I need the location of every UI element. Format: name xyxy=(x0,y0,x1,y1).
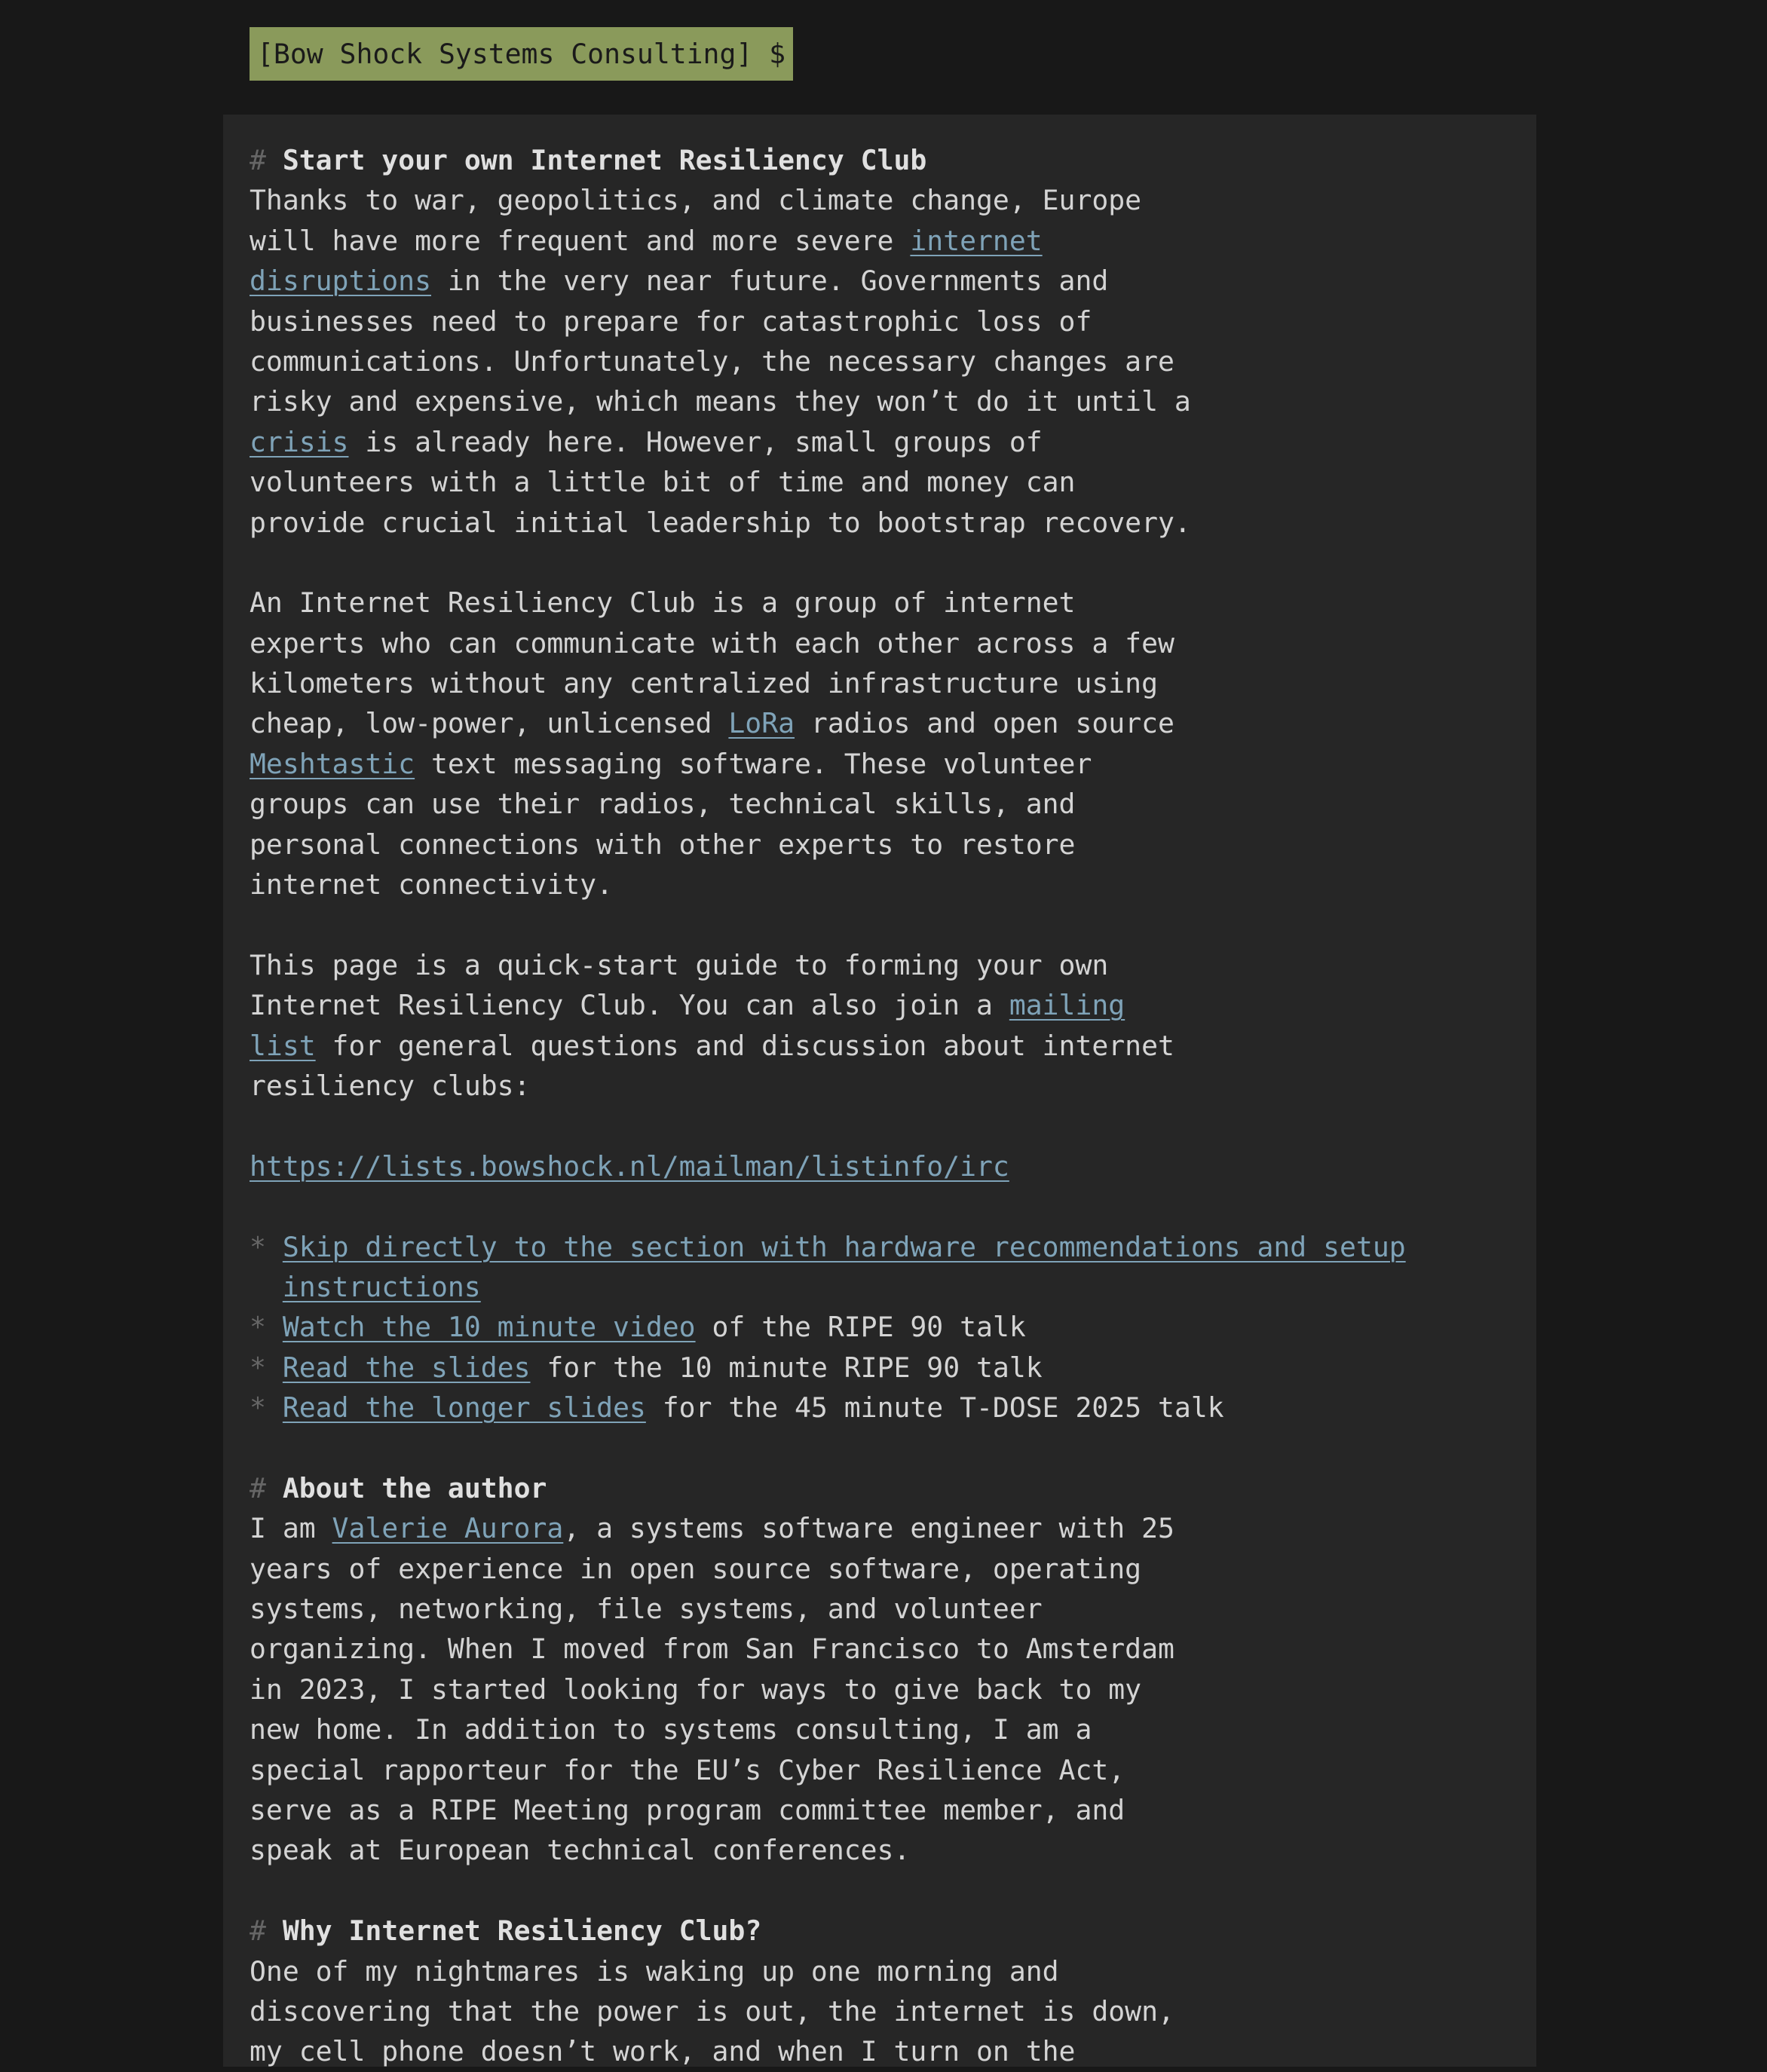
site-header-prompt[interactable] xyxy=(250,27,793,81)
paragraph-line xyxy=(250,1146,1524,1186)
paragraph-line: years of experience in open source software, operating xyxy=(250,1552,1142,1585)
heading-hash: # xyxy=(250,1471,266,1504)
list-item-continuation xyxy=(250,1267,1524,1307)
internet-disruptions-link[interactable]: disruptions xyxy=(250,265,431,298)
paragraph-line xyxy=(250,221,1524,261)
heading-text: About the author xyxy=(282,1471,547,1504)
text-span: is already here. However, small groups of xyxy=(348,425,1043,458)
paragraph-line: resiliency clubs: xyxy=(250,1069,531,1102)
paragraph-line: Thanks to war, geopolitics, and climate change, Europe xyxy=(250,184,1142,217)
meshtastic-link[interactable]: Meshtastic xyxy=(250,747,415,780)
paragraph-line: provide crucial initial leadership to bootstrap recovery. xyxy=(250,506,1191,539)
heading-text: Why Internet Resiliency Club? xyxy=(282,1914,762,1948)
paragraph-line: special rapporteur for the EU’s Cyber Resilience Act, xyxy=(250,1753,1125,1786)
paragraph-line: personal connections with other experts to restore xyxy=(250,828,1076,861)
text-span: for general questions and discussion about internet xyxy=(315,1029,1174,1062)
bullet-star: * xyxy=(250,1351,266,1384)
paragraph-line: risky and expensive, which means they won’t do it until a xyxy=(250,385,1191,418)
paragraph-line: businesses need to prepare for catastrophic loss of xyxy=(250,305,1092,338)
lora-link[interactable]: LoRa xyxy=(728,707,795,740)
text-span: will have more frequent and more severe xyxy=(250,224,911,257)
paragraph-line: communications. Unfortunately, the necessary changes are xyxy=(250,344,1174,378)
paragraph-line xyxy=(250,422,1524,462)
paragraph-line: organizing. When I moved from San Francisco to Amsterdam xyxy=(250,1633,1174,1666)
crisis-link[interactable]: crisis xyxy=(250,425,349,458)
paragraph-line xyxy=(250,703,1524,743)
site-title[interactable]: [Bow Shock Systems Consulting] $ xyxy=(257,37,786,70)
spacer xyxy=(250,904,1524,944)
hardware-section-link[interactable]: Skip directly to the section with hardware recommendations and setup xyxy=(282,1230,1406,1263)
paragraph-line xyxy=(250,1026,1524,1066)
bullet-star: * xyxy=(250,1230,266,1263)
internet-disruptions-link[interactable]: internet xyxy=(910,224,1043,257)
text-span: radios and open source xyxy=(795,707,1174,740)
paragraph-line: groups can use their radios, technical skills, and xyxy=(250,788,1076,821)
paragraph-line: systems, networking, file systems, and volunteer xyxy=(250,1593,1043,1626)
text-span: , a systems software engineer with 25 xyxy=(563,1512,1174,1545)
list-item xyxy=(250,1227,1524,1267)
text-span: in the very near future. Governments and xyxy=(431,265,1109,298)
spacer xyxy=(250,1186,1524,1226)
hardware-section-link[interactable]: instructions xyxy=(282,1270,481,1303)
paragraph-line: One of my nightmares is waking up one morning and xyxy=(250,1954,1059,1988)
read-slides-link[interactable]: Read the slides xyxy=(282,1351,531,1384)
read-longer-slides-link[interactable]: Read the longer slides xyxy=(282,1391,646,1425)
paragraph-line xyxy=(250,261,1524,301)
article xyxy=(250,140,1524,2072)
paragraph-line xyxy=(250,1508,1524,1548)
spacer xyxy=(250,1106,1524,1146)
text-span: for the 10 minute RIPE 90 talk xyxy=(530,1351,1043,1384)
paragraph-line: kilometers without any centralized infrastructure using xyxy=(250,667,1158,700)
paragraph-line: internet connectivity. xyxy=(250,868,613,901)
bullet-star: * xyxy=(250,1391,266,1425)
text-span: I am xyxy=(250,1512,332,1545)
paragraph-line: This page is a quick-start guide to forming your own xyxy=(250,948,1109,981)
main-content-panel xyxy=(223,115,1536,2067)
mailing-list-url-link[interactable]: https://lists.bowshock.nl/mailman/listinfo/irc xyxy=(250,1149,1009,1183)
mailing-list-link[interactable]: mailing xyxy=(1009,989,1125,1022)
paragraph-line: An Internet Resiliency Club is a group of internet xyxy=(250,586,1076,620)
spacer xyxy=(250,543,1524,583)
paragraph-line xyxy=(250,985,1524,1025)
heading-hash: # xyxy=(250,144,266,176)
paragraph-line: speak at European technical conferences. xyxy=(250,1834,911,1867)
paragraph-line: in 2023, I started looking for ways to give back to my xyxy=(250,1673,1142,1706)
mailing-list-link[interactable]: list xyxy=(250,1029,316,1062)
spacer xyxy=(250,1428,1524,1468)
paragraph-line: experts who can communicate with each other across a few xyxy=(250,626,1174,660)
paragraph-line: discovering that the power is out, the internet is down, xyxy=(250,1994,1174,2028)
list-item xyxy=(250,1307,1524,1347)
list-item xyxy=(250,1348,1524,1388)
section-heading-author xyxy=(250,1468,1524,1508)
spacer xyxy=(250,1871,1524,1911)
heading-text: Start your own Internet Resiliency Club xyxy=(282,144,927,176)
paragraph-line: my cell phone doesn’t work, and when I turn on the xyxy=(250,2035,1076,2068)
section-heading-intro xyxy=(250,140,1524,180)
paragraph-line: volunteers with a little bit of time and money can xyxy=(250,466,1076,499)
paragraph-line: serve as a RIPE Meeting program committee member, and xyxy=(250,1794,1125,1827)
section-heading-why xyxy=(250,1911,1524,1951)
text-span: for the 45 minute T-DOSE 2025 talk xyxy=(645,1391,1224,1425)
watch-video-link[interactable]: Watch the 10 minute video xyxy=(282,1311,696,1344)
list-item xyxy=(250,1388,1524,1428)
bullet-star: * xyxy=(250,1311,266,1344)
heading-hash: # xyxy=(250,1914,266,1948)
text-span: cheap, low-power, unlicensed xyxy=(250,707,729,740)
paragraph-line xyxy=(250,744,1524,784)
paragraph-line: new home. In addition to systems consulting, I am a xyxy=(250,1713,1092,1746)
valerie-aurora-link[interactable]: Valerie Aurora xyxy=(332,1512,564,1545)
text-span: text messaging software. These volunteer xyxy=(415,747,1092,780)
text-span: Internet Resiliency Club. You can also join a xyxy=(250,989,1009,1022)
text-span: of the RIPE 90 talk xyxy=(695,1311,1026,1344)
